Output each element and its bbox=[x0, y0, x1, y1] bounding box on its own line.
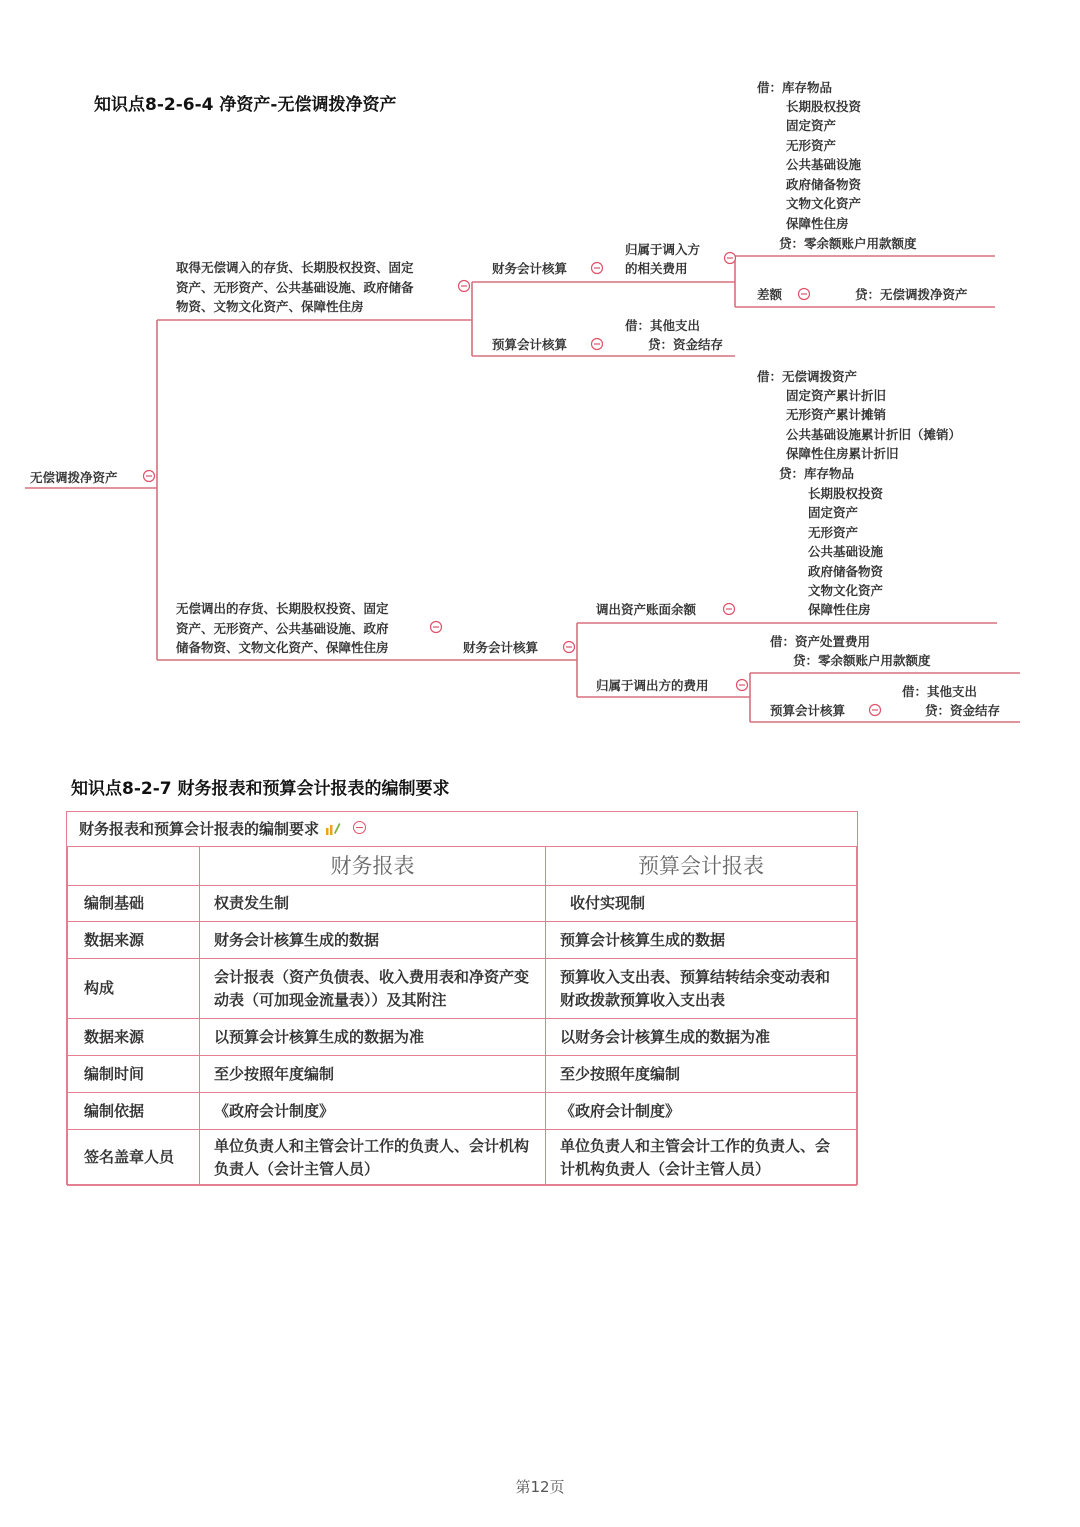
node-lower-finance: 财务会计核算 bbox=[463, 640, 539, 655]
node-lower-desc-line: 资产、无形资产、公共基础设施、政府 bbox=[176, 621, 389, 636]
table-cell: 会计报表（资产负债表、收入费用表和净资产变动表（可加现金流量表））及其附注 bbox=[200, 959, 546, 1019]
entry-line: 借：其他支出 bbox=[625, 318, 701, 333]
entry-line: 借：库存物品 bbox=[757, 80, 833, 95]
entry-line: 固定资产 bbox=[808, 505, 859, 520]
table-row bbox=[68, 922, 857, 959]
row-label: 数据来源 bbox=[68, 1019, 200, 1056]
table-row bbox=[68, 959, 857, 1019]
entry-line: 贷：库存物品 bbox=[779, 466, 855, 481]
collapse-upper-desc[interactable] bbox=[459, 281, 470, 292]
entry-line: 贷：零余额账户用款额度 bbox=[779, 236, 917, 251]
table-cell: 权责发生制 bbox=[200, 886, 546, 922]
table-row bbox=[68, 886, 857, 922]
row-label: 数据来源 bbox=[68, 922, 200, 959]
page-number: 第12页 bbox=[515, 1478, 565, 1496]
entry-line: 借：无偿调拨资产 bbox=[757, 369, 858, 384]
table-header-cell: 财务报表 bbox=[200, 847, 546, 886]
requirements-table-block bbox=[66, 811, 858, 1185]
entry-line: 固定资产累计折旧 bbox=[786, 388, 887, 403]
table-cell: 《政府会计制度》 bbox=[200, 1093, 546, 1130]
section-heading-8-2-6-4: 知识点8-2-6-4 净资产-无偿调拨净资产 bbox=[94, 95, 397, 115]
requirements-table bbox=[67, 846, 857, 1186]
table-cell: 以财务会计核算生成的数据为准 bbox=[546, 1019, 857, 1056]
table-row bbox=[68, 1130, 857, 1186]
entry-line: 借：资产处置费用 bbox=[770, 634, 871, 649]
table-cell: 预算收入支出表、预算结转结余变动表和财政拨款预算收入支出表 bbox=[546, 959, 857, 1019]
table-cell: 至少按照年度编制 bbox=[200, 1056, 546, 1093]
collapse-upper-attr[interactable] bbox=[725, 253, 736, 264]
entry-line: 文物文化资产 bbox=[808, 583, 884, 598]
entry-line: 长期股权投资 bbox=[808, 486, 884, 501]
entry-line: 公共基础设施 bbox=[786, 157, 862, 172]
table-cell: 以预算会计核算生成的数据为准 bbox=[200, 1019, 546, 1056]
section-heading-8-2-7: 知识点8-2-7 财务报表和预算会计报表的编制要求 bbox=[71, 779, 450, 799]
node-upper-desc-line: 取得无偿调入的存货、长期股权投资、固定 bbox=[176, 260, 414, 275]
entry-line: 贷：零余额账户用款额度 bbox=[793, 653, 931, 668]
node-lower-cost: 归属于调出方的费用 bbox=[596, 678, 709, 693]
table-cell: 单位负责人和主管会计工作的负责人、会计机构负责人（会计主管人员） bbox=[546, 1130, 857, 1186]
node-root: 无偿调拨净资产 bbox=[30, 470, 118, 485]
entry-line: 公共基础设施累计折旧（摊销） bbox=[786, 427, 962, 442]
node-lower-book: 调出资产账面余额 bbox=[596, 602, 697, 617]
collapse-lower-cost[interactable] bbox=[737, 680, 748, 691]
table-cell: 至少按照年度编制 bbox=[546, 1056, 857, 1093]
collapse-lower-finance[interactable] bbox=[564, 642, 575, 653]
node-upper-attr-line: 的相关费用 bbox=[625, 261, 688, 276]
collapse-lower-budget[interactable] bbox=[870, 705, 881, 716]
entry-line: 文物文化资产 bbox=[786, 196, 862, 211]
node-lower-desc-line: 储备物资、文物文化资产、保障性住房 bbox=[176, 640, 389, 655]
node-upper-desc-line: 资产、无形资产、公共基础设施、政府储备 bbox=[176, 280, 414, 295]
node-lower-desc-line: 无偿调出的存货、长期股权投资、固定 bbox=[176, 601, 389, 616]
node-lower-budget: 预算会计核算 bbox=[770, 703, 846, 718]
row-label: 编制时间 bbox=[68, 1056, 200, 1093]
table-title-text: 财务报表和预算会计报表的编制要求 bbox=[79, 820, 320, 838]
entry-line: 贷：资金结存 bbox=[648, 337, 724, 352]
mind-map bbox=[0, 0, 1080, 740]
table-cell: 预算会计核算生成的数据 bbox=[546, 922, 857, 959]
entry-line: 保障性住房 bbox=[786, 216, 849, 231]
entry-line: 公共基础设施 bbox=[808, 544, 884, 559]
node-upper-desc-line: 物资、文物文化资产、保障性住房 bbox=[176, 299, 364, 314]
table-cell: 单位负责人和主管会计工作的负责人、会计机构负责人（会计主管人员） bbox=[200, 1130, 546, 1186]
collapse-lower-desc[interactable] bbox=[431, 622, 442, 633]
table-header-cell: 预算会计报表 bbox=[546, 847, 857, 886]
collapse-upper-diff[interactable] bbox=[799, 289, 810, 300]
edit-icon[interactable] bbox=[325, 820, 341, 836]
table-cell: 收付实现制 bbox=[546, 886, 857, 922]
table-header-cell bbox=[68, 847, 200, 886]
row-label: 构成 bbox=[68, 959, 200, 1019]
node-upper-attr-line: 归属于调入方 bbox=[625, 242, 701, 257]
node-upper-diff: 差额 bbox=[757, 287, 783, 302]
entry-line: 政府储备物资 bbox=[786, 177, 862, 192]
entry-line: 固定资产 bbox=[786, 118, 837, 133]
entry-line: 长期股权投资 bbox=[786, 99, 862, 114]
collapse-upper-finance[interactable] bbox=[592, 263, 603, 274]
entry-line: 贷：无偿调拨净资产 bbox=[855, 287, 968, 302]
table-header-row bbox=[68, 847, 857, 886]
row-label: 签名盖章人员 bbox=[68, 1130, 200, 1186]
table-cell: 财务会计核算生成的数据 bbox=[200, 922, 546, 959]
entry-line: 借：其他支出 bbox=[902, 684, 978, 699]
entry-line: 保障性住房累计折旧 bbox=[786, 446, 899, 461]
entry-line: 贷：资金结存 bbox=[925, 703, 1001, 718]
table-row bbox=[68, 1019, 857, 1056]
collapse-upper-budget[interactable] bbox=[592, 339, 603, 350]
entry-line: 无形资产 bbox=[808, 525, 859, 540]
entry-line: 政府储备物资 bbox=[808, 564, 884, 579]
row-label: 编制基础 bbox=[68, 886, 200, 922]
collapse-icon[interactable] bbox=[353, 821, 366, 834]
entry-line: 无形资产累计摊销 bbox=[786, 407, 887, 422]
node-upper-budget: 预算会计核算 bbox=[492, 337, 568, 352]
table-row bbox=[68, 1093, 857, 1130]
row-label: 编制依据 bbox=[68, 1093, 200, 1130]
node-upper-finance: 财务会计核算 bbox=[492, 261, 568, 276]
entry-line: 无形资产 bbox=[786, 138, 837, 153]
collapse-lower-book[interactable] bbox=[724, 604, 735, 615]
table-title bbox=[79, 818, 366, 839]
collapse-root[interactable] bbox=[144, 471, 155, 482]
table-row bbox=[68, 1056, 857, 1093]
entry-line: 保障性住房 bbox=[808, 602, 871, 617]
table-cell: 《政府会计制度》 bbox=[546, 1093, 857, 1130]
